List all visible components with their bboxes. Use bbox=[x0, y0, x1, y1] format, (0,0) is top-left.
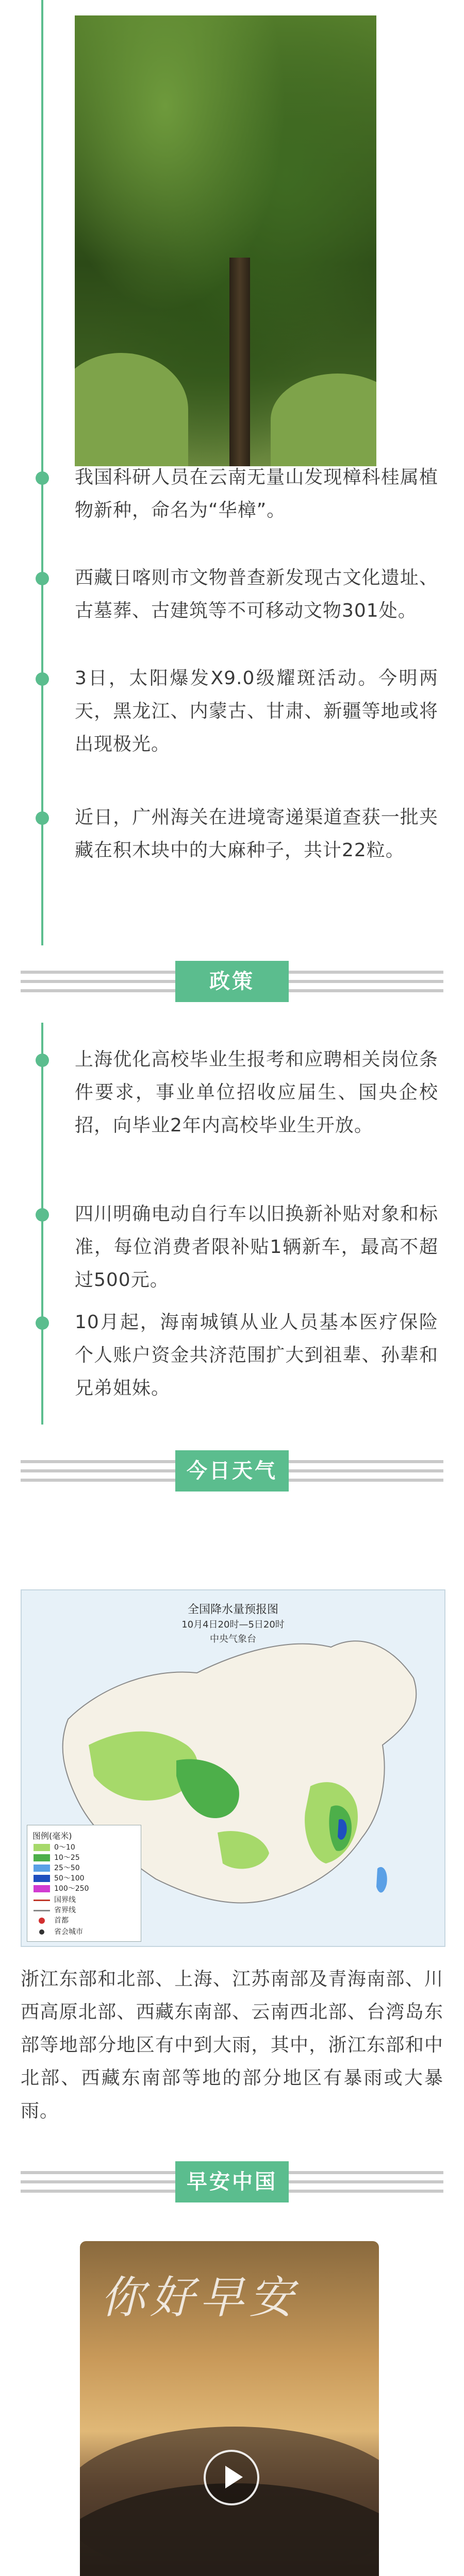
timeline-dot bbox=[36, 1208, 49, 1222]
legend-row bbox=[34, 1883, 89, 1893]
legend-swatch bbox=[39, 1918, 45, 1924]
news-item: 西藏日喀则市文物普查新发现古文化遗址、古墓葬、古建筑等不可移动文物301处。 bbox=[75, 567, 438, 621]
play-icon[interactable] bbox=[204, 2450, 259, 2505]
morning-title: 早安中国 bbox=[175, 2161, 289, 2202]
legend-row bbox=[34, 1873, 85, 1883]
tree-photo bbox=[75, 15, 376, 466]
map-org: 中央气象台 bbox=[210, 1634, 256, 1645]
header-stripe bbox=[21, 1479, 175, 1482]
weather-title: 今日天气 bbox=[175, 1450, 289, 1492]
legend-swatch bbox=[34, 1900, 50, 1901]
legend-swatch bbox=[34, 1875, 50, 1882]
legend-swatch bbox=[34, 1844, 50, 1851]
news-item: 3日，太阳爆发X9.0级耀斑活动。今明两天，黑龙江、内蒙古、甘肃、新疆等地或将出现极光。 bbox=[75, 668, 438, 755]
header-stripe bbox=[289, 2180, 443, 2183]
timeline-dot bbox=[36, 672, 49, 686]
news-item: 近日，广州海关在进境寄递渠道查获一批夹藏在积木块中的大麻种子，共计22粒。 bbox=[75, 807, 438, 861]
timeline-dot bbox=[36, 1054, 49, 1067]
legend-label: 25～50 bbox=[54, 1864, 80, 1872]
legend-row bbox=[34, 1842, 75, 1852]
legend-swatch bbox=[34, 1910, 50, 1911]
legend-row bbox=[34, 1905, 76, 1915]
policy-item: 10月起，海南城镇从业人员基本医疗保险个人账户资金共济范围扩大到祖辈、孙辈和兄弟姐妹。 bbox=[75, 1312, 438, 1399]
legend-label: 10～25 bbox=[54, 1854, 80, 1862]
legend-label: 100～250 bbox=[54, 1885, 89, 1893]
video-card[interactable] bbox=[80, 2241, 379, 2576]
video-calligraphy: 你好早安 bbox=[101, 2272, 299, 2324]
timeline-dot bbox=[36, 811, 49, 825]
legend-label: 首都 bbox=[54, 1917, 69, 1925]
header-stripe bbox=[21, 2171, 175, 2174]
timeline-dot bbox=[36, 1316, 49, 1330]
header-stripe bbox=[289, 2190, 443, 2193]
policy-title: 政策 bbox=[175, 961, 289, 1002]
policy-section-header bbox=[0, 948, 464, 1015]
legend-label: 0～10 bbox=[54, 1843, 75, 1852]
legend-label: 国界线 bbox=[54, 1896, 76, 1904]
policy-item: 上海优化高校毕业生报考和应聘相关岗位条件要求，事业单位招收应届生、国央企校招，向毕业2年内高校毕业生开放。 bbox=[75, 1049, 438, 1136]
header-stripe bbox=[21, 2190, 175, 2193]
legend-swatch bbox=[34, 1885, 50, 1892]
legend-title: 图例(毫米) bbox=[32, 1831, 72, 1841]
legend-swatch bbox=[34, 1865, 50, 1872]
header-stripe bbox=[21, 2180, 175, 2183]
legend-row bbox=[34, 1926, 83, 1937]
legend-row bbox=[34, 1894, 76, 1905]
header-stripe bbox=[21, 980, 175, 983]
legend-row bbox=[34, 1862, 80, 1873]
news-item: 我国科研人员在云南无量山发现樟科桂属植物新种，命名为“华樟”。 bbox=[75, 467, 438, 521]
legend-label: 省界线 bbox=[54, 1906, 76, 1914]
legend-swatch bbox=[39, 1929, 44, 1935]
timeline-dot bbox=[36, 471, 49, 485]
policy-item: 四川明确电动自行车以旧换新补贴对象和标准，每位消费者限补贴1辆新车，最高不超过500元。 bbox=[75, 1204, 438, 1291]
timeline-dot bbox=[36, 572, 49, 585]
header-stripe bbox=[21, 989, 175, 992]
header-stripe bbox=[289, 1469, 443, 1472]
map-subtitle: 10月4日20时—5日20时 bbox=[181, 1619, 285, 1630]
header-stripe bbox=[289, 971, 443, 974]
header-stripe bbox=[289, 980, 443, 983]
map-title: 全国降水量预报图 bbox=[187, 1603, 278, 1616]
header-stripe bbox=[21, 971, 175, 974]
legend-swatch bbox=[34, 1854, 50, 1861]
header-stripe bbox=[289, 989, 443, 992]
legend-label: 省会城市 bbox=[54, 1928, 83, 1936]
header-stripe bbox=[289, 1460, 443, 1463]
legend-row bbox=[34, 1915, 69, 1925]
tree-photo-trunk bbox=[229, 258, 250, 466]
precipitation-map bbox=[21, 1589, 445, 1947]
legend-row bbox=[34, 1852, 80, 1862]
legend-label: 50～100 bbox=[54, 1874, 85, 1883]
weather-section-header bbox=[0, 1437, 464, 1504]
weather-description: 浙江东部和北部、上海、江苏南部及青海南部、川西高原北部、西藏东南部、云南西北部、台湾岛东部等地部分地区有中到大雨，其中，浙江东部和中北部、西藏东南部等地的部分地区有暴雨或大暴雨。 bbox=[21, 1969, 443, 2122]
morning-section-header bbox=[0, 2148, 464, 2215]
header-stripe bbox=[289, 2171, 443, 2174]
tree-photo-shrub bbox=[75, 353, 188, 466]
header-stripe bbox=[21, 1469, 175, 1472]
tree-photo-shrub bbox=[271, 374, 376, 466]
header-stripe bbox=[21, 1460, 175, 1463]
map-legend bbox=[27, 1825, 141, 1942]
header-stripe bbox=[289, 1479, 443, 1482]
timeline-line bbox=[41, 1023, 43, 1425]
